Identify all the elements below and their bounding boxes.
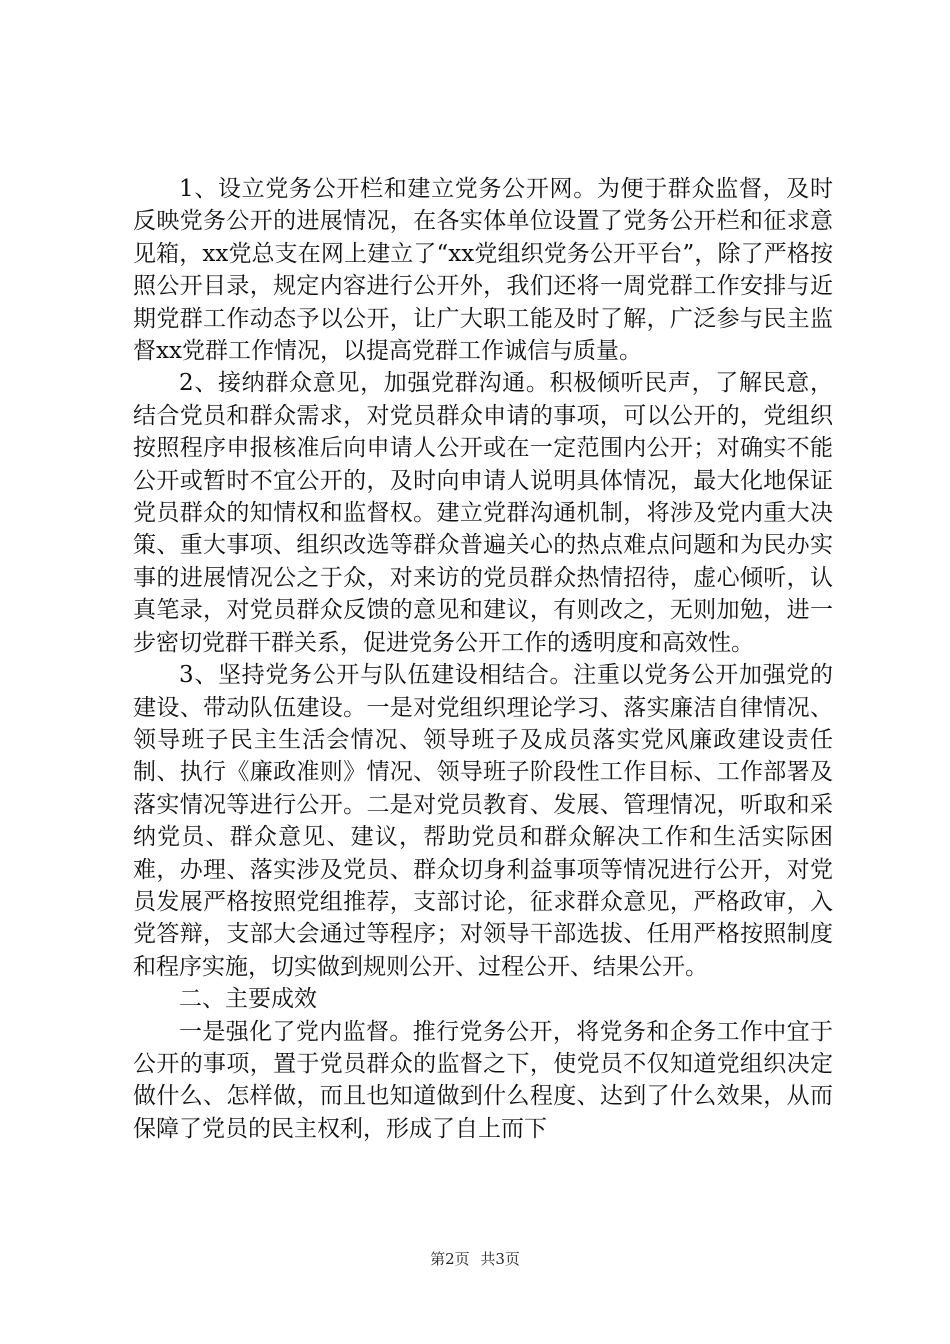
document-body [133,173,833,1145]
paragraph-public-opinion: 2、接纳群众意见，加强党群沟通。积极倾听民声，了解民意，结合党员和群众需求，对党员群众申请的事项，可以公开的，党组织按照程序申报核准后向申请人公开或在一定范围内公开；对确实不能公开或暂时不宜公开的，及时向申请人说明具体情况，最大化地保证党员群众的知情权和监督权。建立党群沟通机制，将涉及党内重大决策、重大事项、组织改选等群众普遍关心的热点难点问题和为民办实事的进展情况公之于众，对来访的党员群众热情招待，虚心倾听，认真笔录，对党员群众反馈的意见和建议，有则改之，无则加勉，进一步密切党群干群关系，促进党务公开工作的透明度和高效性。 [133,370,833,656]
page-total: 共3页 [480,1250,520,1268]
paragraph-party-affairs-board: 1、设立党务公开栏和建立党务公开网。为便于群众监督，及时反映党务公开的进展情况，在各实体单位设置了党务公开栏和征求意见箱，xx党总支在网上建立了“xx党组织党务公开平台”，除了严格按照公开目录，规定内容进行公开外，我们还将一周党群工作安排与近期党群工作动态予以公开，让广大职工能及时了解，广泛参与民主监督xx党群工作情况，以提高党群工作诚信与质量。 [133,176,833,365]
page-footer [0,1248,950,1269]
section-heading-main-results: 二、主要成效 [179,986,317,1013]
paragraph-team-building: 3、坚持党务公开与队伍建设相结合。注重以党务公开加强党的建设、带动队伍建设。一是对党组织理论学习、落实廉洁自律情况、领导班子民主生活会情况、领导班子及成员落实党风廉政建设责任制、执行《廉政准则》情况、领导班子阶段性工作目标、工作部署及落实情况等进行公开。二是对党员教育、发展、管理情况，听取和采纳党员、群众意见、建议，帮助党员和群众解决工作和生活实际困难，办理、落实涉及党员、群众切身利益事项等情况进行公开，对党员发展严格按照党组推荐，支部讨论，征求群众意见，严格政审，入党答辩，支部大会通过等程序；对领导干部选拔、任用严格按照制度和程序实施，切实做到规则公开、过程公开、结果公开。 [133,662,833,980]
page-number: 第2页 [430,1250,470,1268]
paragraph-internal-supervision: 一是强化了党内监督。推行党务公开，将党务和企务工作中宜于公开的事项，置于党员群众的监督之下，使党员不仅知道党组织决定做什么、怎样做，而且也知道做到什么程度、达到了什么效果，从而保障了党员的民主权利，形成了自上而下 [133,1018,833,1142]
